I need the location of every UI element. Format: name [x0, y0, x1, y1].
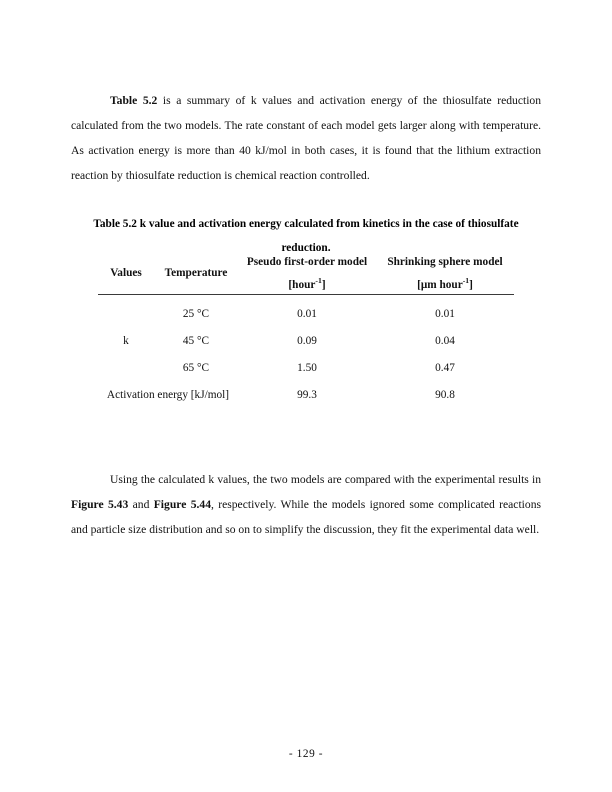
cell-model-1: 0.01 [297, 307, 317, 320]
kinetics-table [98, 252, 514, 409]
table-reference-bold: Table 5.2 [110, 93, 158, 107]
table-row [98, 327, 514, 354]
header-model-2: Shrinking sphere model [387, 256, 503, 268]
closing-part-3: , respectively. While the models ignored some complicated reactions and particle size distribution and so on to simplify the discussion, they fit the experimental data well. [71, 497, 541, 536]
activation-energy-model-2: 90.8 [435, 389, 455, 401]
figure-reference-bold-1: Figure 5.43 [71, 497, 129, 511]
figure-reference-bold-2: Figure 5.44 [153, 497, 211, 511]
header-model-1: Pseudo first-order model [246, 256, 368, 268]
cell-model-1: 1.50 [297, 361, 317, 374]
cell-model-1: 0.09 [297, 334, 317, 347]
closing-part-1: Using the calculated k values, the two models are compared with the experimental results in [110, 472, 541, 486]
paragraph-closing [71, 467, 541, 543]
table-caption: Table 5.2 k value and activation energy calculated from kinetics in the case of thiosulfate reduction. [93, 218, 519, 254]
table-body [98, 295, 514, 410]
table-header [98, 252, 514, 295]
data-table-container [98, 252, 514, 409]
cell-model-2: 0.01 [435, 307, 455, 320]
header-values: Values [98, 252, 154, 295]
header-model-2-unit [376, 272, 514, 295]
header-model-1-unit [238, 272, 376, 295]
paragraph-intro-text: is a summary of k values and activation energy of the thiosulfate reduction calculated from the two models. The rate constant of each model gets larger along with temperature. As activation energy is more than 40 kJ/mol in both cases, it is found that the lithium extraction reaction by thiosulfate reduction is chemical reaction controlled. [71, 93, 542, 183]
unit-2-pre: [μm hour [417, 278, 463, 291]
header-model-1-unit-text [238, 276, 376, 291]
cell-model-2: 0.47 [435, 361, 455, 374]
table-row-activation [98, 381, 514, 409]
closing-part-2: and [128, 497, 154, 511]
cell-temperature: 65 °C [182, 361, 210, 374]
unit-2-post: ] [469, 278, 473, 291]
cell-temperature: 45 °C [182, 334, 210, 347]
activation-energy-label: Activation energy [kJ/mol] [106, 389, 230, 401]
table-row [98, 354, 514, 381]
page-number: - 129 - [288, 748, 324, 760]
cell-temperature: 25 °C [182, 307, 210, 320]
table-header-row [98, 252, 514, 272]
unit-1-sup: -1 [315, 275, 322, 285]
unit-1-post: ] [321, 278, 326, 291]
header-temperature: Temperature [154, 252, 238, 295]
table-row [98, 295, 514, 328]
unit-1-pre: [hour [288, 278, 316, 291]
paragraph-intro [71, 88, 541, 189]
unit-2-sup: -1 [462, 275, 470, 285]
activation-energy-model-1: 99.3 [297, 389, 317, 401]
cell-model-2: 0.04 [435, 334, 455, 347]
header-model-2-unit-text [376, 276, 514, 291]
row-label-k: k [123, 334, 129, 347]
